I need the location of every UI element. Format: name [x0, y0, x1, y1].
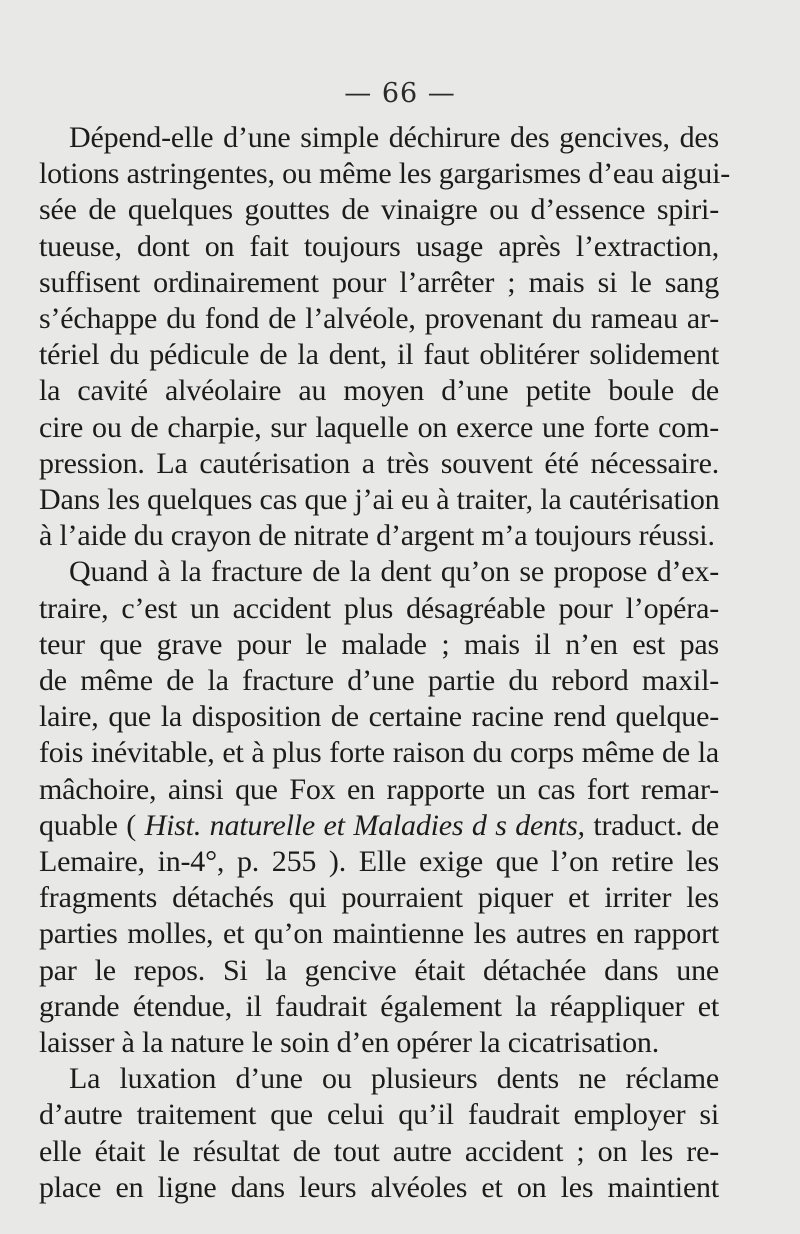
text-line: suffisent ordinairement pour l’arrêter ; mais si le sang: [39, 265, 719, 299]
text-line: mâchoire, ainsi que Fox en rapporte un cas fort remar-: [39, 772, 719, 806]
text-line: Quand à la fracture de la dent qu’on se propose d’ex-: [69, 555, 719, 589]
text-line: Lemaire, in-4°, p. 255 ). Elle exige que l’on retire les: [39, 845, 719, 879]
reference-line: [39, 808, 719, 844]
text-line: laisser à la nature le soin d’en opérer la cicatrisation.: [39, 1026, 659, 1060]
text-line: pression. La cautérisation a très souvent été nécessaire.: [39, 446, 719, 480]
text-line: à l’aide du crayon de nitrate d’argent m’a toujours réussi.: [39, 519, 715, 553]
text-line: traire, c’est un accident plus désagréable pour l’opéra-: [39, 591, 719, 625]
book-title: Hist. naturelle et Maladies d s dents,: [144, 808, 585, 842]
text-line: fois inévitable, et à plus forte raison du corps même de la: [39, 736, 719, 770]
paragraph-2: [39, 554, 719, 1061]
paragraph-3: [39, 1061, 719, 1206]
text-line: d’autre traitement que celui qu’il faudrait employer si: [39, 1098, 719, 1132]
text-line: lotions astringentes, ou même les gargarismes d’eau aigui-: [39, 157, 730, 191]
page-number: — 66 —: [344, 78, 456, 109]
text-line: tueuse, dont on fait toujours usage après l’extraction,: [39, 229, 719, 263]
text-line: cire ou de charpie, sur laquelle on exerce une forte com-: [39, 410, 719, 444]
text-line: Dans les quelques cas que j’ai eu à traiter, la cautérisation: [39, 483, 720, 517]
text-line: de même de la fracture d’une partie du rebord maxil-: [39, 664, 719, 698]
reference-after: traduct. de: [584, 808, 719, 842]
text-line: laire, que la disposition de certaine racine rend quelque-: [39, 700, 719, 734]
text-line: teur que grave pour le malade ; mais il n’en est pas: [39, 627, 719, 661]
text-line: place en ligne dans leurs alvéoles et on les maintient: [39, 1170, 719, 1204]
text-line: grande étendue, il faudrait également la réappliquer et: [39, 989, 719, 1023]
paragraph-1: [39, 120, 730, 554]
text-line: Dépend-elle d’une simple déchirure des gencives, des: [69, 121, 719, 154]
text-line: La luxation d’une ou plusieurs dents ne réclame: [69, 1062, 719, 1096]
text-line: s’échappe du fond de l’alvéole, provenant du rameau ar-: [39, 302, 719, 336]
text-line: elle était le résultat de tout autre accident ; on les re-: [39, 1134, 719, 1168]
text-line: tériel du pédicule de la dent, il faut oblitérer solidement: [39, 338, 719, 372]
body-text: [39, 120, 730, 1206]
text-line: parties molles, et qu’on maintienne les autres en rapport: [39, 917, 719, 951]
text-line: la cavité alvéolaire au moyen d’une petite boule de: [39, 374, 719, 408]
text-line: par le repos. Si la gencive était détachée dans une: [39, 953, 719, 987]
reference-before: quable (: [39, 808, 145, 842]
text-line: fragments détachés qui pourraient piquer et irriter les: [39, 881, 719, 915]
text-line: sée de quelques gouttes de vinaigre ou d’essence spiri-: [39, 193, 719, 227]
